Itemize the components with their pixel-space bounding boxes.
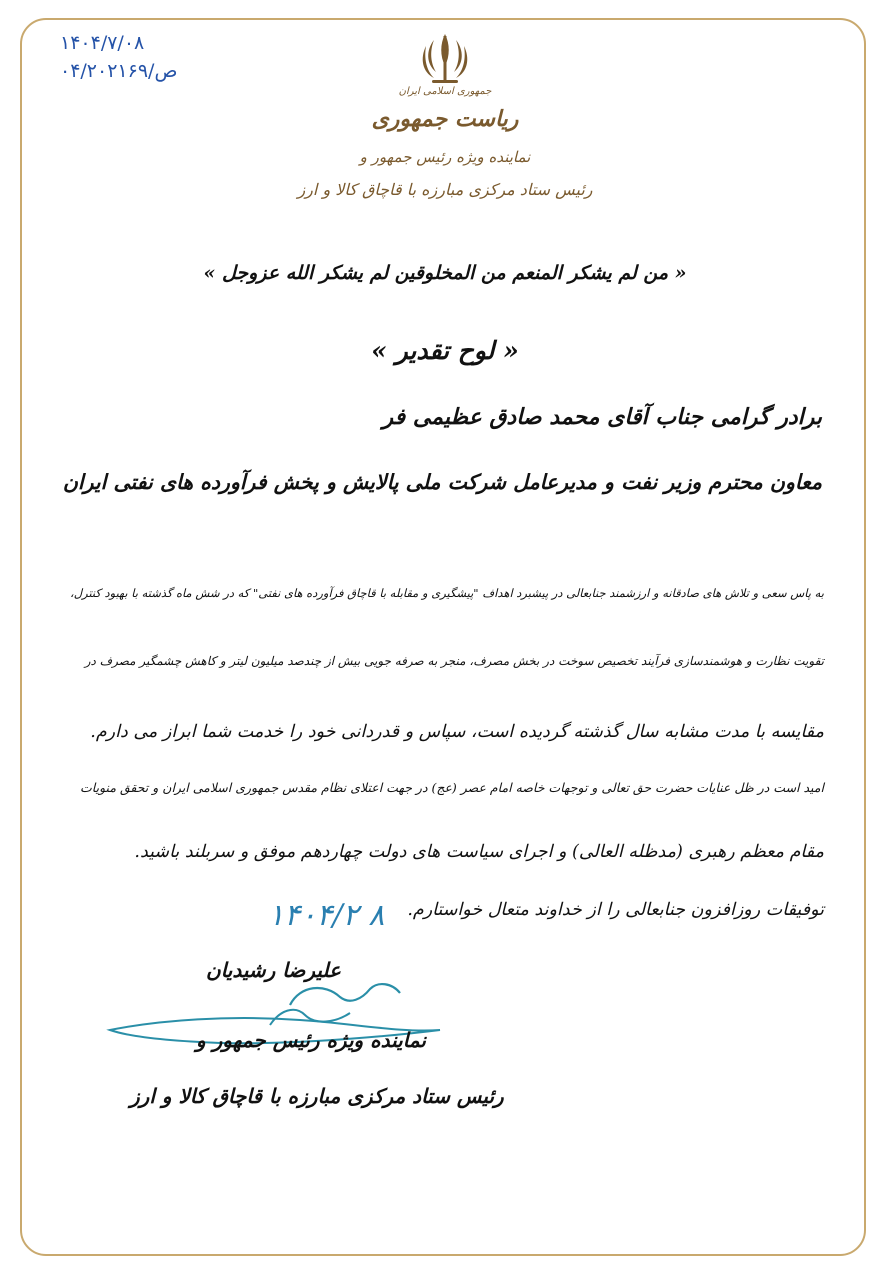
body-line: مقایسه با مدت مشابه سال گذشته گردیده است، سپاس و قدردانی خود را خدمت شما ابراز می دارم. — [90, 722, 824, 742]
recipient-name: برادر گرامی جناب آقای محمد صادق عظیمی فر — [382, 404, 822, 430]
recipient-position: معاون محترم وزیر نفت و مدیرعامل شرکت ملی پالایش و پخش فرآورده های نفتی ایران — [62, 470, 822, 494]
header-head-of-hq: رئیس ستاد مرکزی مبارزه با قاچاق کالا و ارز — [297, 180, 593, 199]
iran-emblem-icon — [418, 30, 472, 88]
body-line: به پاس سعی و تلاش های صادقانه و ارزشمند جنابعالی در پیشبرد اهداف "پیشگیری و مقابله با قاچاق فرآورده های نفتی" که در شش ماه گذشته با بهبود کنترل، — [70, 586, 824, 600]
body-line: مقام معظم رهبری (مدظله العالی) و اجرای سیاست های دولت چهاردهم موفق و سربلند باشید. — [134, 842, 824, 862]
handwritten-date-note: ۱۴۰۴/۲ ۸ — [268, 898, 385, 933]
header-country: جمهوری اسلامی ایران — [398, 86, 492, 97]
closing-line: توفیقات روزافزون جنابعالی را از خداوند متعال خواستارم. — [407, 900, 824, 920]
body-line: امید است در ظل عنایات حضرت حق تعالی و توجهات خاصه امام عصر (عج) در جهت اعتلای نظام مقدس جمهوری اسلامی ایران و تحقق منویات — [80, 780, 824, 795]
opening-quote: « من لم یشکر المنعم من المخلوقین لم یشکر الله عزوجل » — [203, 262, 687, 284]
reference-number: ص/۰۴/۲۰۲۱۶۹ — [60, 60, 178, 82]
signer-title-1: نماینده ویژه رئیس جمهور و — [196, 1028, 426, 1052]
certificate-frame — [20, 18, 866, 1256]
certificate-title: « لوح تقدیر » — [371, 336, 519, 365]
signer-title-2: رئیس ستاد مرکزی مبارزه با قاچاق کالا و ارز — [130, 1084, 504, 1108]
reference-date: ۱۴۰۴/۷/۰۸ — [60, 32, 145, 54]
body-line: تقویت نظارت و هوشمندسازی فرآیند تخصیص سوخت در بخش مصرف، منجر به صرفه جویی بیش از چندصد میلیون لیتر و کاهش چشمگیر مصرف در — [84, 654, 824, 668]
header-presidency: ریاست جمهوری — [371, 106, 519, 132]
signer-name: علیرضا رشیدیان — [206, 958, 341, 982]
header-special-rep: نماینده ویژه رئیس جمهور و — [359, 148, 531, 166]
